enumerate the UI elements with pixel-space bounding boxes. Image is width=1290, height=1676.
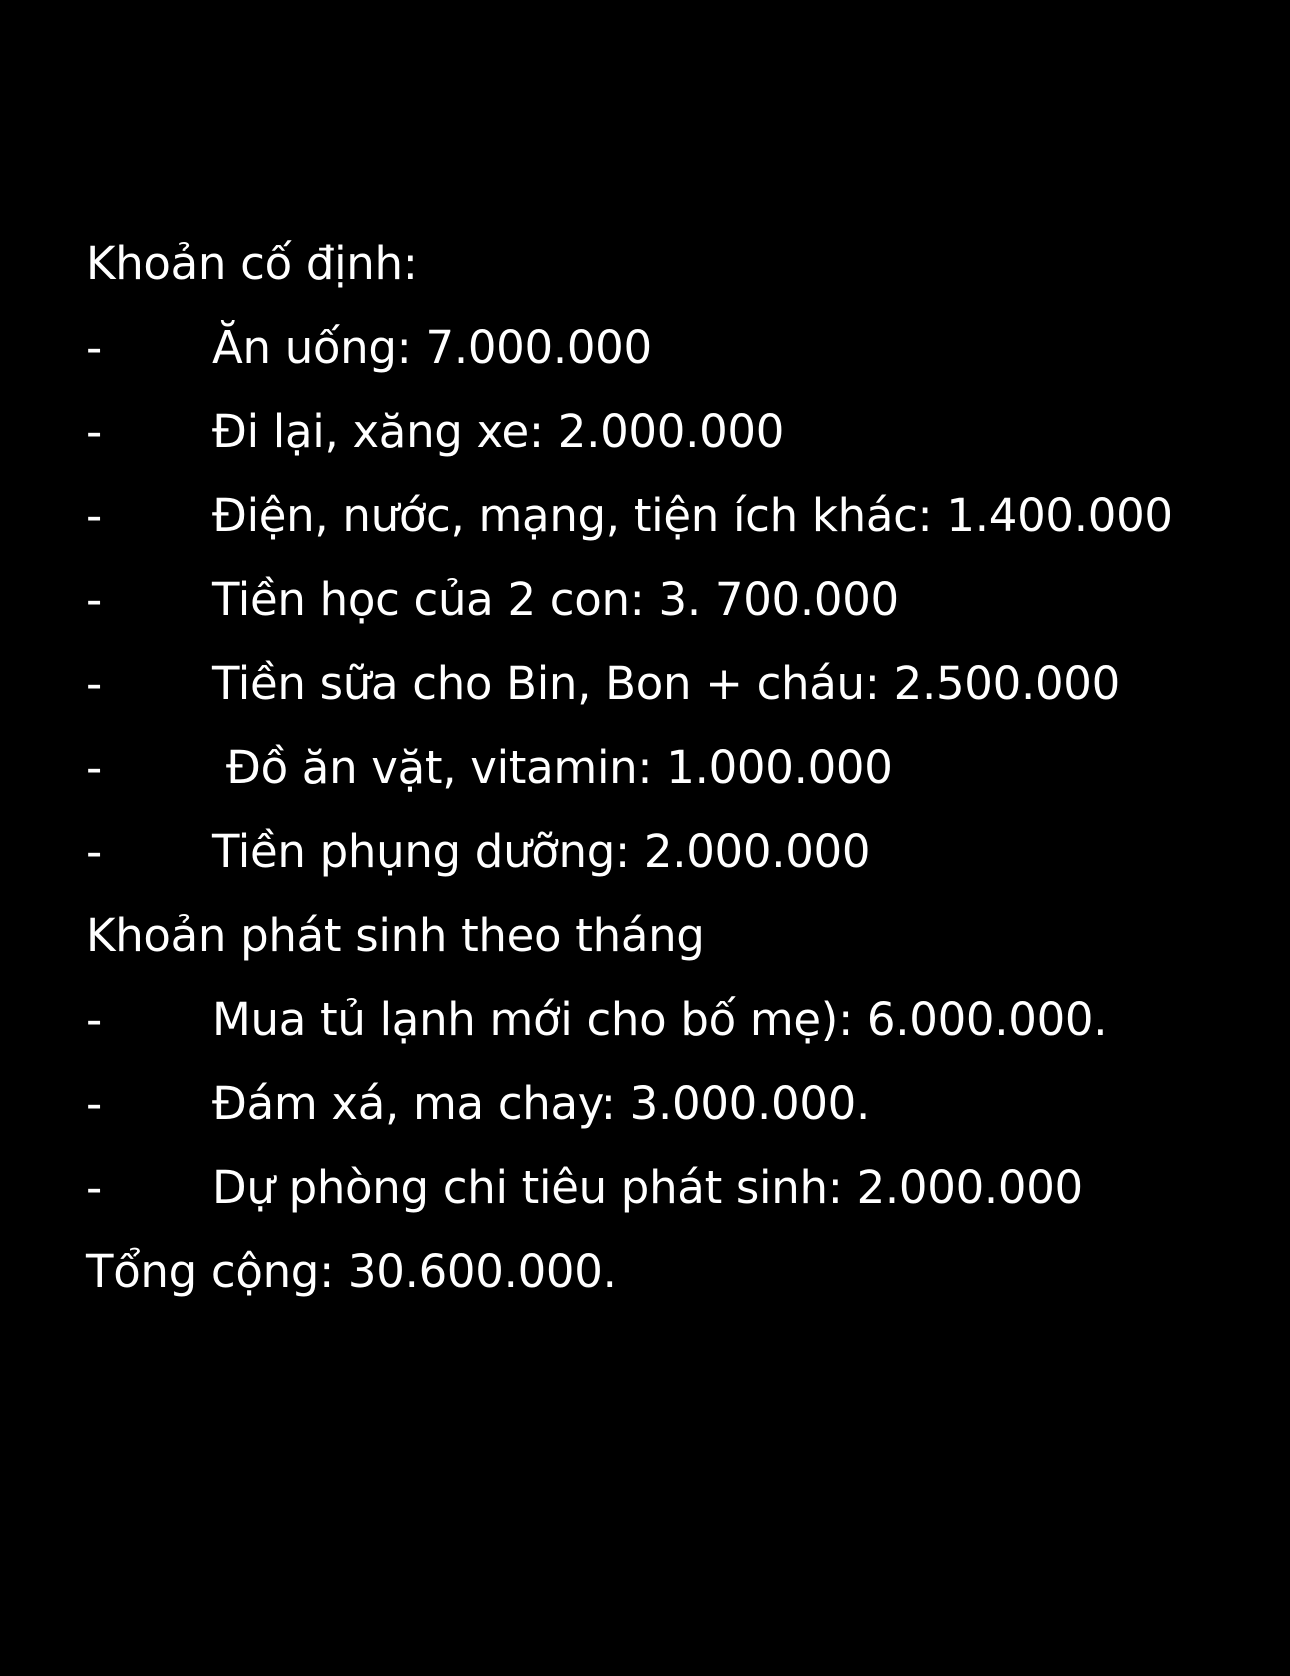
list-item-text: Mua tủ lạnh mới cho bố mẹ): 6.000.000. <box>212 993 1108 1046</box>
list-item-text: Tiền học của 2 con: 3. 700.000 <box>212 573 899 626</box>
list-bullet: - <box>86 741 102 794</box>
list-bullet: - <box>86 321 102 374</box>
list-item-text: Tiền phụng dưỡng: 2.000.000 <box>212 825 871 878</box>
list-item <box>86 978 1266 1062</box>
list-bullet: - <box>86 825 102 878</box>
list-item-text: Điện, nước, mạng, tiện ích khác: 1.400.000 <box>212 489 1173 542</box>
list-item <box>86 642 1266 726</box>
list-item <box>86 1062 1266 1146</box>
list-item <box>86 810 1266 894</box>
list-bullet: - <box>86 489 102 542</box>
list-item <box>86 726 1266 810</box>
monthly-expenses-heading: Khoản phát sinh theo tháng <box>86 909 705 962</box>
list-item-text: Dự phòng chi tiêu phát sinh: 2.000.000 <box>212 1161 1083 1214</box>
list-item-text: Đồ ăn vặt, vitamin: 1.000.000 <box>226 741 893 794</box>
list-bullet: - <box>86 573 102 626</box>
list-bullet: - <box>86 405 102 458</box>
list-item <box>86 1146 1266 1230</box>
fixed-expenses-heading: Khoản cố định: <box>86 237 418 290</box>
expense-document <box>86 222 1266 1314</box>
list-bullet: - <box>86 657 102 710</box>
list-item <box>86 558 1266 642</box>
list-item-text: Tiền sữa cho Bin, Bon + cháu: 2.500.000 <box>212 657 1120 710</box>
list-item <box>86 474 1266 558</box>
list-bullet: - <box>86 993 102 1046</box>
list-item <box>86 306 1266 390</box>
total-line: Tổng cộng: 30.600.000. <box>86 1245 617 1298</box>
list-bullet: - <box>86 1077 102 1130</box>
list-item-text: Ăn uống: 7.000.000 <box>212 321 652 374</box>
list-item-text: Đám xá, ma chay: 3.000.000. <box>212 1077 871 1130</box>
list-item <box>86 390 1266 474</box>
list-bullet: - <box>86 1161 102 1214</box>
list-item-text: Đi lại, xăng xe: 2.000.000 <box>212 405 785 458</box>
